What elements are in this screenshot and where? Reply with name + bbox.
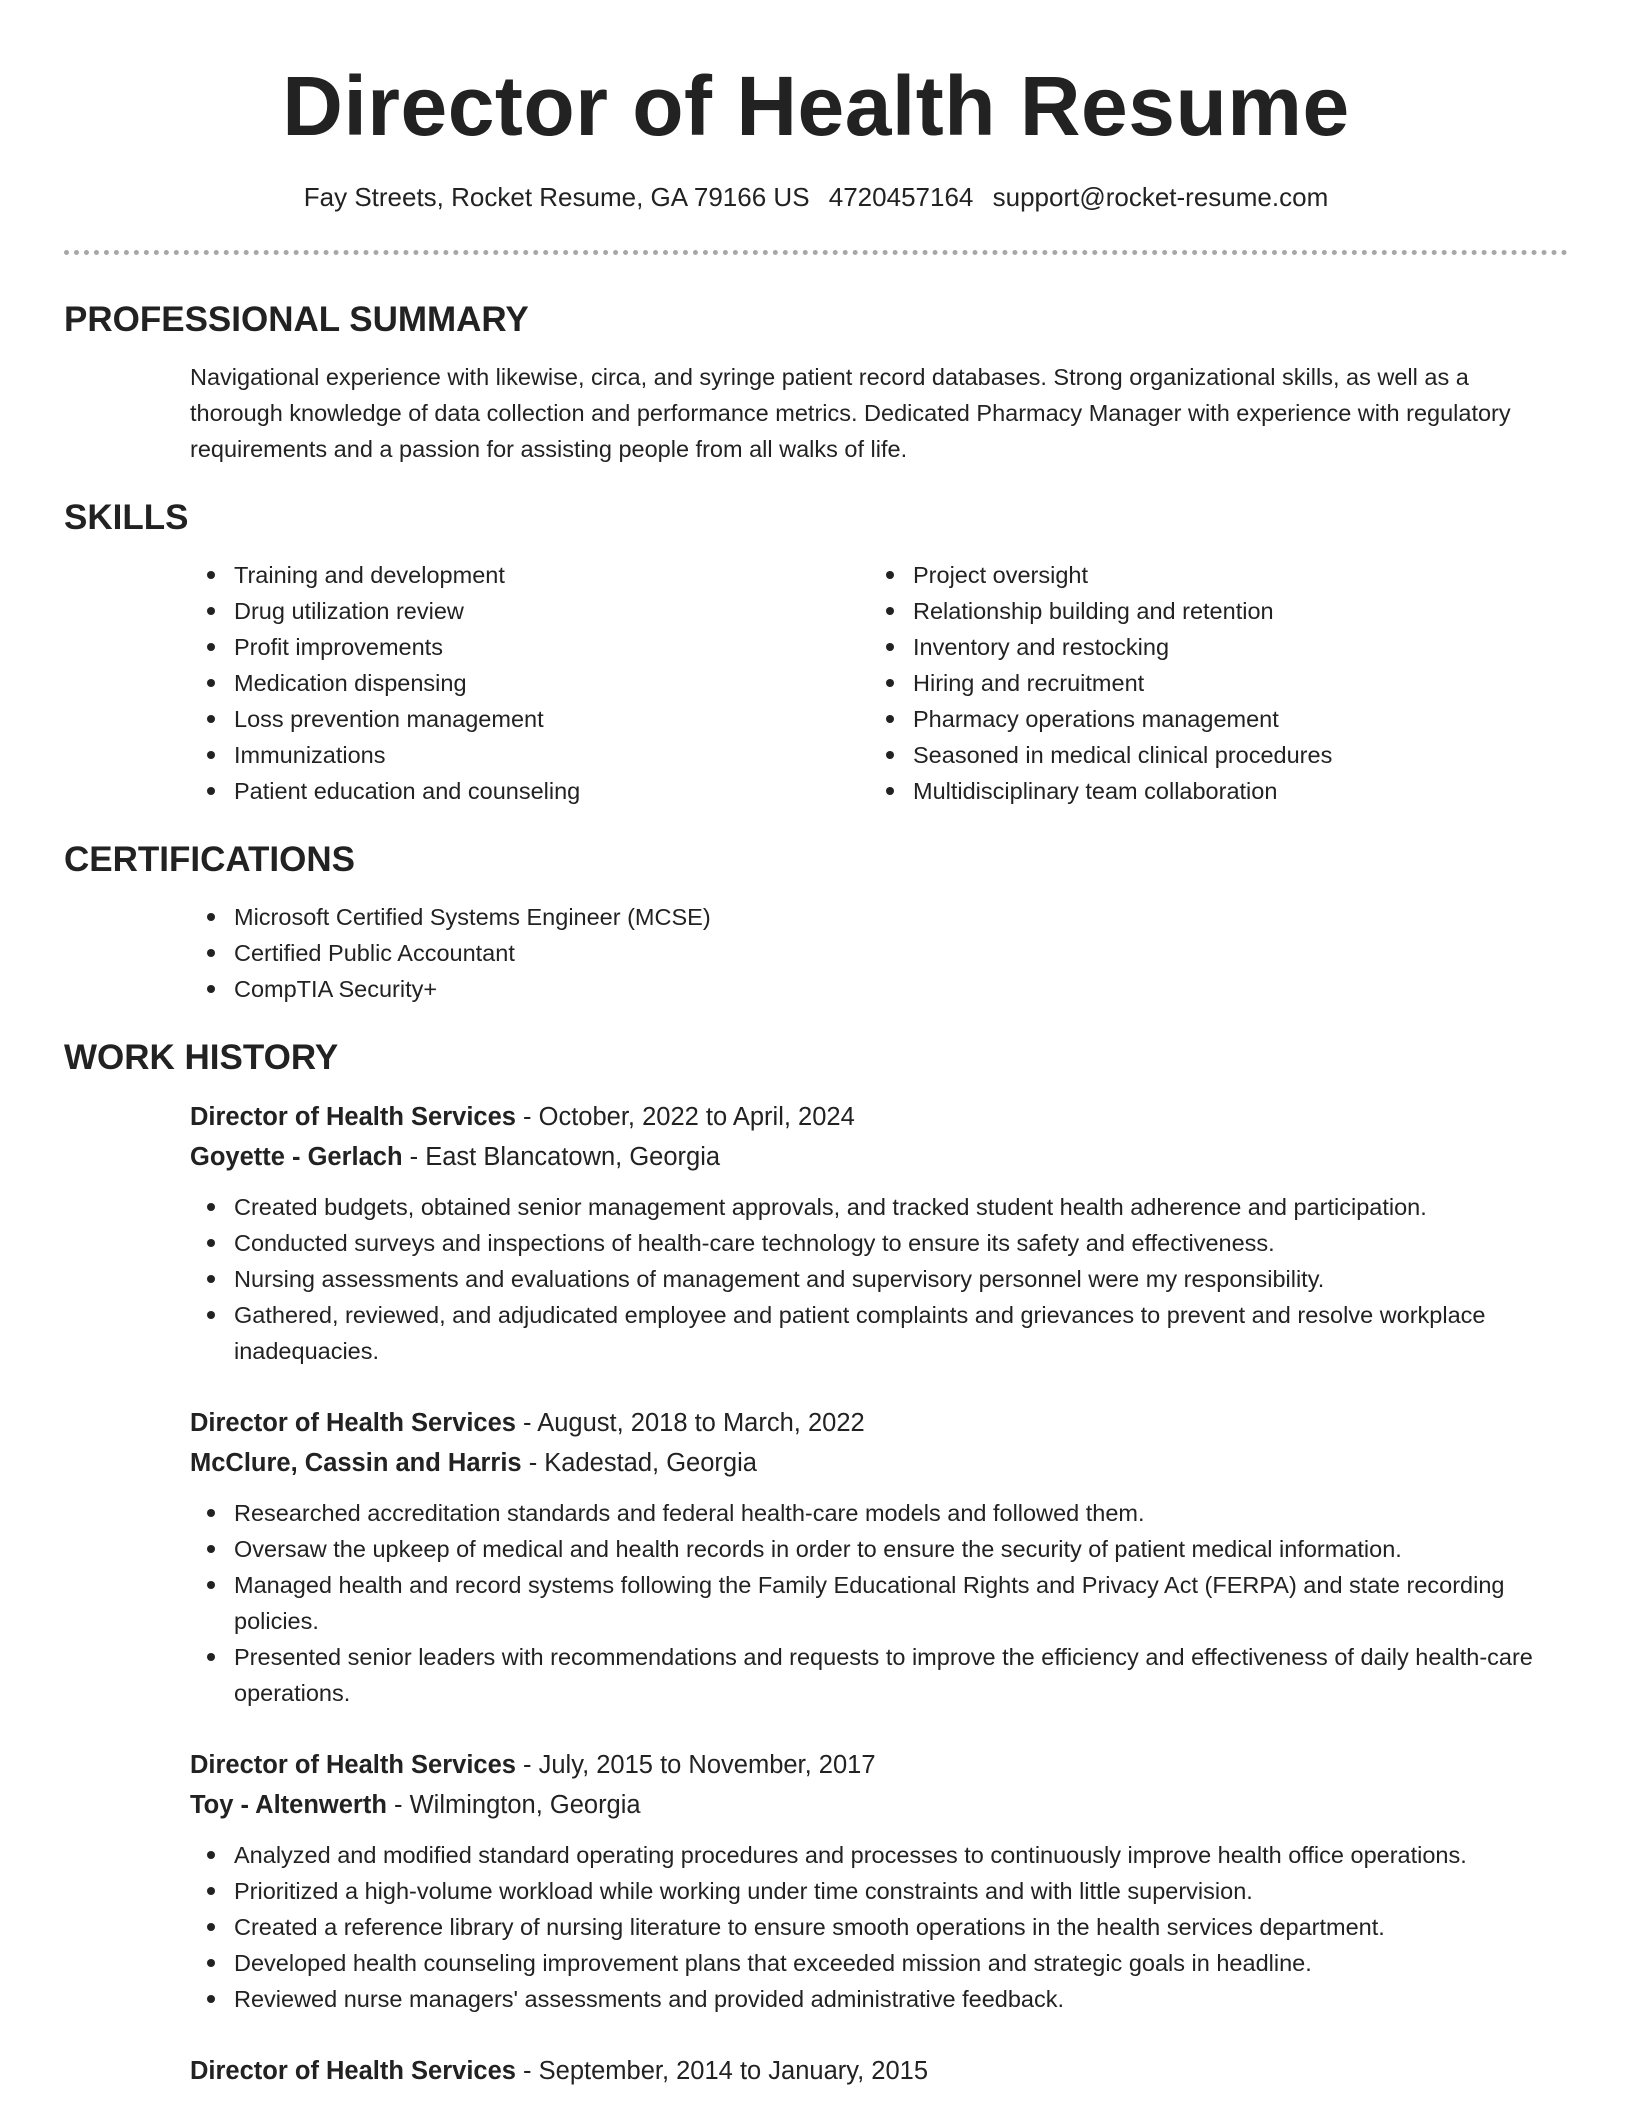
- job-company-line: [190, 1785, 1568, 1825]
- summary-text: Navigational experience with likewise, circa, and syringe patient record databases. Strong organizational skills, as well as a thorough knowledge of data collection and performance metrics. Dedicated Pharmacy Manager with experience with regulatory requirements and a passion for assisting people from all walks of life.: [190, 364, 1511, 462]
- job-role: Director of Health Services: [190, 1409, 516, 1437]
- job-company: McClure, Cassin and Harris: [190, 1449, 522, 1477]
- job-bullet: Developed health counseling improvement plans that exceeded mission and strategic goals in headline.: [190, 1945, 1568, 1981]
- work-history-section: [64, 1037, 1568, 2091]
- job-dates: - September, 2014 to January, 2015: [515, 2057, 929, 2085]
- skill-item: Patient education and counseling: [190, 773, 869, 809]
- job-bullet: Created budgets, obtained senior management approvals, and tracked student health adherence and participation.: [190, 1189, 1568, 1225]
- job-location: - East Blancatown, Georgia: [402, 1143, 721, 1171]
- job-bullets: [190, 1837, 1568, 2017]
- job-role: Director of Health Services: [190, 1751, 516, 1779]
- job-company-line: [190, 1443, 1568, 1483]
- work-history-heading: WORK HISTORY: [64, 1038, 339, 1077]
- job-company: Goyette - Gerlach: [190, 1143, 403, 1171]
- skill-item: Hiring and recruitment: [869, 665, 1548, 701]
- skill-item: Drug utilization review: [190, 593, 869, 629]
- skill-item: Training and development: [190, 557, 869, 593]
- certifications-list: [190, 899, 1568, 1007]
- job-location: - Kadestad, Georgia: [521, 1449, 757, 1477]
- job-role: Director of Health Services: [190, 2057, 516, 2085]
- skills-grid: [190, 557, 1568, 809]
- job-bullet: Researched accreditation standards and federal health-care models and followed them.: [190, 1495, 1568, 1531]
- job-entry: [190, 1745, 1568, 2017]
- skills-left-column: [190, 557, 869, 809]
- job-bullet: Oversaw the upkeep of medical and health records in order to ensure the security of patient medical information.: [190, 1531, 1568, 1567]
- job-role-line: [190, 1097, 1568, 1137]
- job-role-line: [190, 2051, 1568, 2091]
- job-company: Toy - Altenwerth: [190, 1791, 387, 1819]
- header-divider: [64, 250, 1568, 255]
- job-dates: - July, 2015 to November, 2017: [515, 1751, 876, 1779]
- job-role: Director of Health Services: [190, 1103, 516, 1131]
- skill-item: Inventory and restocking: [869, 629, 1548, 665]
- skills-heading: SKILLS: [64, 498, 189, 537]
- resume-page: [64, 0, 1568, 2091]
- job-entry: [190, 1097, 1568, 1369]
- job-bullet: Conducted surveys and inspections of health-care technology to ensure its safety and effectiveness.: [190, 1225, 1568, 1261]
- resume-title: Director of Health Resume: [282, 59, 1350, 153]
- skills-section: [64, 497, 1568, 809]
- job-role-line: [190, 1745, 1568, 1785]
- certifications-section: [64, 839, 1568, 1007]
- job-bullet: Nursing assessments and evaluations of management and supervisory personnel were my responsibility.: [190, 1261, 1568, 1297]
- job-bullets: [190, 1495, 1568, 1711]
- contact-address: Fay Streets, Rocket Resume, GA 79166 US: [303, 182, 810, 212]
- job-entry: [190, 1403, 1568, 1711]
- job-bullet: Created a reference library of nursing literature to ensure smooth operations in the health services department.: [190, 1909, 1568, 1945]
- job-role-line: [190, 1403, 1568, 1443]
- skill-item: Loss prevention management: [190, 701, 869, 737]
- contact-line: [64, 180, 1568, 214]
- job-bullet: Presented senior leaders with recommendations and requests to improve the efficiency and effectiveness of daily health-care operations.: [190, 1639, 1568, 1711]
- skill-item: Relationship building and retention: [869, 593, 1548, 629]
- certification-item: Microsoft Certified Systems Engineer (MCSE): [190, 899, 1568, 935]
- skills-right-column: [869, 557, 1548, 809]
- skill-item: Profit improvements: [190, 629, 869, 665]
- contact-phone: 4720457164: [828, 182, 974, 212]
- job-location: - Wilmington, Georgia: [386, 1791, 641, 1819]
- summary-heading: PROFESSIONAL SUMMARY: [64, 300, 529, 339]
- skill-item: Multidisciplinary team collaboration: [869, 773, 1548, 809]
- job-bullet: Reviewed nurse managers' assessments and provided administrative feedback.: [190, 1981, 1568, 2017]
- certification-item: Certified Public Accountant: [190, 935, 1568, 971]
- job-dates: - October, 2022 to April, 2024: [515, 1103, 855, 1131]
- job-company-line: [190, 1137, 1568, 1177]
- certifications-heading: CERTIFICATIONS: [64, 840, 356, 879]
- job-bullet: Analyzed and modified standard operating procedures and processes to continuously improve health office operations.: [190, 1837, 1568, 1873]
- job-bullets: [190, 1189, 1568, 1369]
- skill-item: Immunizations: [190, 737, 869, 773]
- skill-item: Seasoned in medical clinical procedures: [869, 737, 1548, 773]
- job-entry: [190, 2051, 1568, 2091]
- skill-item: Pharmacy operations management: [869, 701, 1548, 737]
- job-bullet: Managed health and record systems following the Family Educational Rights and Privacy Act (FERPA) and state recording policies.: [190, 1567, 1568, 1639]
- summary-section: [64, 299, 1568, 467]
- job-bullet: Prioritized a high-volume workload while working under time constraints and with little supervision.: [190, 1873, 1568, 1909]
- skill-item: Medication dispensing: [190, 665, 869, 701]
- job-bullet: Gathered, reviewed, and adjudicated employee and patient complaints and grievances to prevent and resolve workplace inadequacies.: [190, 1297, 1568, 1369]
- contact-email[interactable]: support@rocket-resume.com: [992, 182, 1329, 212]
- skill-item: Project oversight: [869, 557, 1548, 593]
- certification-item: CompTIA Security+: [190, 971, 1568, 1007]
- job-dates: - August, 2018 to March, 2022: [515, 1409, 865, 1437]
